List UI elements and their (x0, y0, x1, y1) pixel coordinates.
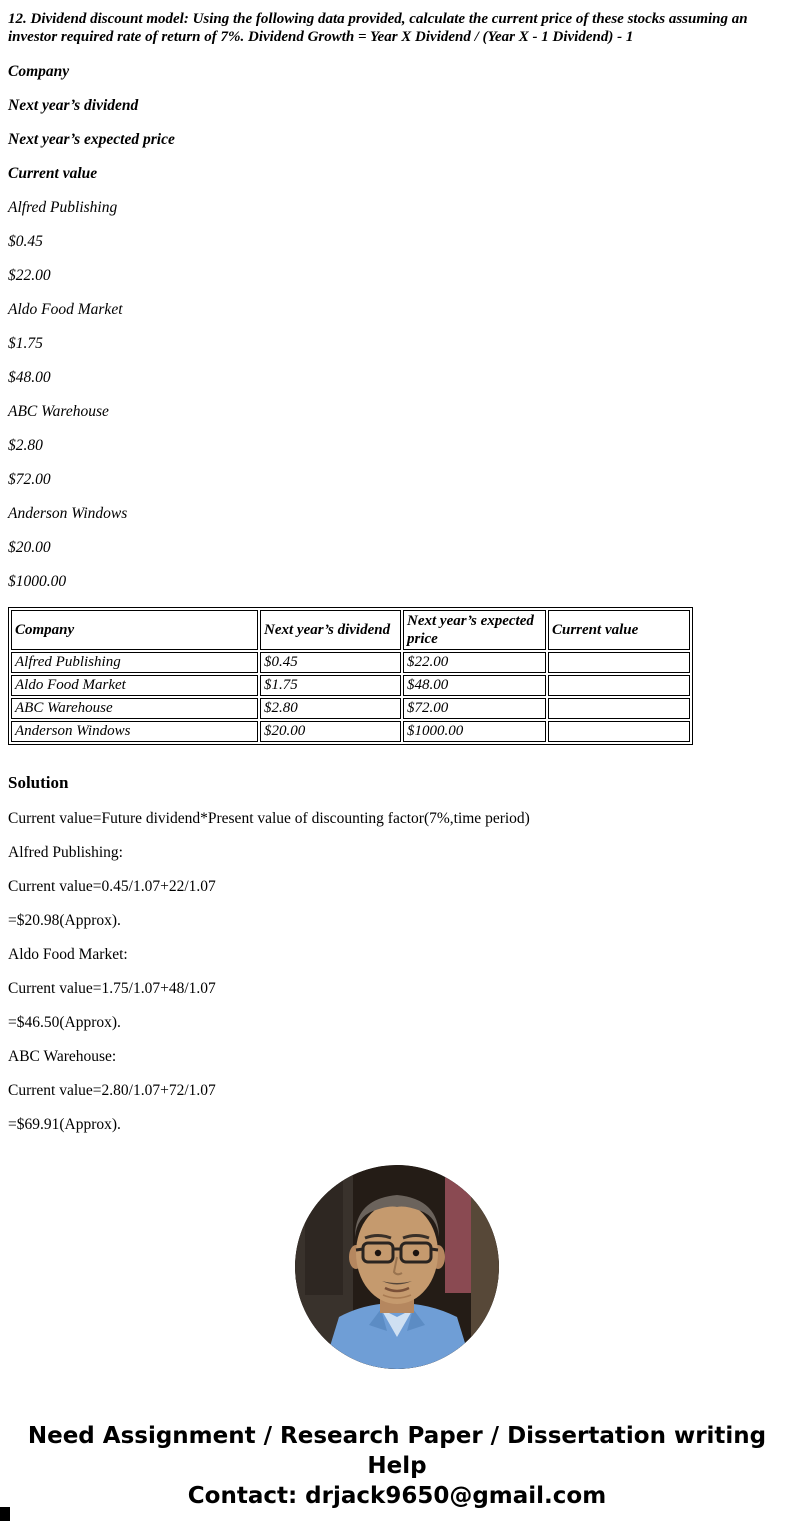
column-label-current-value: Current value (8, 165, 98, 182)
table-cell-dividend: $2.80 (260, 698, 401, 719)
column-label-company: Company (8, 63, 70, 80)
solution-line: Aldo Food Market: (8, 946, 128, 963)
photo-container (8, 1165, 786, 1369)
promo-contact-email: Contact: drjack9650@gmail.com (187, 1483, 607, 1509)
question-heading: 12. Dividend discount model: Using the following data provided, calculate the current price of these stocks assuming an investor required rate of return of 7%. Dividend Growth = Year X Dividend / (Year X - 1 Dividend) - 1 (8, 11, 748, 45)
stock-data-line: ABC Warehouse (8, 403, 109, 420)
table-header-row (11, 610, 690, 650)
tutor-portrait-photo (295, 1165, 499, 1369)
bottom-left-black-mark (0, 1507, 10, 1521)
solution-line: =$46.50(Approx). (8, 1014, 121, 1031)
table-cell-dividend: $20.00 (260, 721, 401, 742)
solution-line: Current value=0.45/1.07+22/1.07 (8, 878, 216, 895)
table-cell-expected-price: $72.00 (403, 698, 546, 719)
stock-data-line: $48.00 (8, 369, 51, 386)
promo-help-text: Need Assignment / Research Paper / Dissertation writing Help (27, 1423, 767, 1479)
stock-data-line: $22.00 (8, 267, 51, 284)
table-cell-company: ABC Warehouse (11, 698, 258, 719)
table-cell-current-value (548, 675, 690, 696)
promo-footer (8, 1421, 786, 1511)
stock-data-line: Anderson Windows (8, 505, 128, 522)
stock-data-line: $72.00 (8, 471, 51, 488)
stock-data-line: Aldo Food Market (8, 301, 123, 318)
solution-heading: Solution (8, 773, 69, 792)
dividend-table (8, 607, 693, 745)
stock-data-line: Alfred Publishing (8, 199, 118, 216)
table-cell-company: Aldo Food Market (11, 675, 258, 696)
table-row (11, 698, 690, 719)
stock-data-line: $0.45 (8, 233, 43, 250)
stock-data-line: $2.80 (8, 437, 43, 454)
table-cell-expected-price: $48.00 (403, 675, 546, 696)
table-cell-company: Anderson Windows (11, 721, 258, 742)
table-row (11, 675, 690, 696)
column-label-next-year-expected-price: Next year’s expected price (8, 131, 175, 148)
table-header-cell: Next year’s dividend (260, 610, 401, 650)
table-cell-expected-price: $1000.00 (403, 721, 546, 742)
solution-line: Current value=2.80/1.07+72/1.07 (8, 1082, 216, 1099)
solution-line: =$69.91(Approx). (8, 1116, 121, 1133)
stock-data-line: $20.00 (8, 539, 51, 556)
table-cell-dividend: $1.75 (260, 675, 401, 696)
solution-line: Current value=Future dividend*Present value of discounting factor(7%,time period) (8, 810, 530, 827)
table-cell-current-value (548, 698, 690, 719)
table-header-cell: Current value (548, 610, 690, 650)
table-cell-dividend: $0.45 (260, 652, 401, 673)
stock-data-line: $1000.00 (8, 573, 67, 590)
solution-line: Alfred Publishing: (8, 844, 123, 861)
solution-line: Current value=1.75/1.07+48/1.07 (8, 980, 216, 997)
table-row (11, 721, 690, 742)
portrait-illustration (295, 1165, 499, 1369)
table-cell-company: Alfred Publishing (11, 652, 258, 673)
stock-data-line: $1.75 (8, 335, 43, 352)
table-cell-expected-price: $22.00 (403, 652, 546, 673)
table-header-cell: Company (11, 610, 258, 650)
solution-line: =$20.98(Approx). (8, 912, 121, 929)
table-cell-current-value (548, 652, 690, 673)
table-cell-current-value (548, 721, 690, 742)
table-row (11, 652, 690, 673)
table-header-cell: Next year’s expected price (403, 610, 546, 650)
column-label-next-year-dividend: Next year’s dividend (8, 97, 139, 114)
solution-line: ABC Warehouse: (8, 1048, 117, 1065)
